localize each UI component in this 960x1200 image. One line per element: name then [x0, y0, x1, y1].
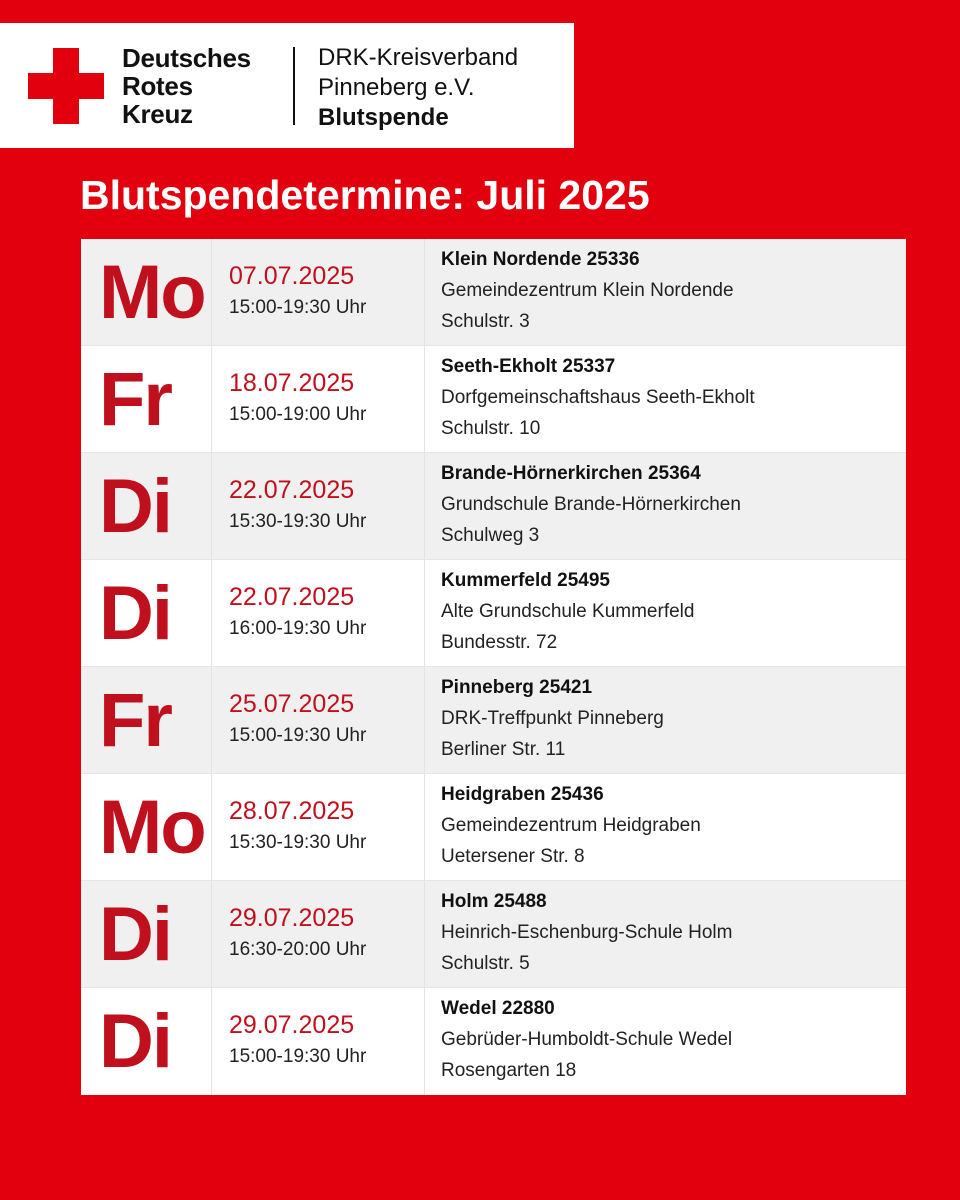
location-street: Uetersener Str. 8 — [441, 846, 585, 867]
location-cell — [425, 667, 906, 773]
logo-divider — [293, 47, 295, 125]
location-street: Berliner Str. 11 — [441, 739, 566, 760]
location-name: Wedel 22880 — [441, 998, 555, 1019]
location-venue: Alte Grundschule Kummerfeld — [441, 601, 695, 622]
day-cell — [81, 774, 212, 880]
date-cell — [212, 988, 425, 1095]
chapter-name — [318, 43, 518, 133]
weekday: Mo — [99, 785, 205, 870]
location-cell — [425, 346, 906, 452]
location-cell — [425, 239, 906, 345]
location-name: Holm 25488 — [441, 891, 547, 912]
appointment-date: 22.07.2025 — [229, 476, 355, 504]
appointment-time: 15:00-19:00 Uhr — [229, 404, 367, 425]
location-name: Klein Nordende 25336 — [441, 249, 640, 270]
weekday: Di — [99, 999, 171, 1084]
appointment-time: 16:30-20:00 Uhr — [229, 939, 367, 960]
appointment-time: 16:00-19:30 Uhr — [229, 618, 367, 639]
location-cell — [425, 453, 906, 559]
appointment-row — [81, 346, 906, 453]
location-street: Schulstr. 3 — [441, 311, 530, 332]
weekday: Fr — [99, 678, 171, 763]
date-cell — [212, 881, 425, 987]
location-cell — [425, 988, 906, 1095]
appointment-row — [81, 667, 906, 774]
location-street: Schulstr. 10 — [441, 418, 541, 439]
weekday: Di — [99, 571, 171, 656]
location-venue: DRK-Treffpunkt Pinneberg — [441, 708, 664, 729]
org-name-line: Deutsches — [122, 43, 251, 73]
appointment-time: 15:00-19:30 Uhr — [229, 297, 367, 318]
weekday: Fr — [99, 357, 171, 442]
appointment-time: 15:00-19:30 Uhr — [229, 1046, 367, 1067]
date-cell — [212, 346, 425, 452]
appointment-row — [81, 988, 906, 1095]
page-title: Blutspendetermine: Juli 2025 — [80, 172, 650, 218]
location-name: Brande-Hörnerkirchen 25364 — [441, 463, 701, 484]
appointment-row — [81, 560, 906, 667]
appointment-date: 29.07.2025 — [229, 904, 355, 932]
appointment-row — [81, 453, 906, 560]
location-cell — [425, 881, 906, 987]
location-street: Rosengarten 18 — [441, 1060, 577, 1081]
appointment-time: 15:00-19:30 Uhr — [229, 725, 367, 746]
day-cell — [81, 988, 212, 1095]
chapter-line: Blutspende — [318, 104, 449, 131]
appointment-date: 25.07.2025 — [229, 690, 355, 718]
date-cell — [212, 774, 425, 880]
appointment-date: 28.07.2025 — [229, 797, 355, 825]
location-street: Schulstr. 5 — [441, 953, 530, 974]
red-cross-icon — [28, 48, 104, 124]
weekday: Di — [99, 892, 171, 977]
chapter-line: DRK-Kreisverband — [318, 44, 519, 71]
date-cell — [212, 560, 425, 666]
appointment-row — [81, 881, 906, 988]
weekday: Mo — [99, 250, 205, 335]
location-venue: Heinrich-Eschenburg-Schule Holm — [441, 922, 733, 943]
date-cell — [212, 453, 425, 559]
appointment-date: 29.07.2025 — [229, 1011, 355, 1039]
appointment-row — [81, 774, 906, 881]
location-name: Seeth-Ekholt 25337 — [441, 356, 616, 377]
org-name-line: Rotes — [122, 71, 193, 101]
location-venue: Dorfgemeinschaftshaus Seeth-Ekholt — [441, 387, 755, 408]
logo-header — [0, 23, 574, 148]
appointment-date: 07.07.2025 — [229, 262, 355, 290]
date-cell — [212, 667, 425, 773]
location-cell — [425, 774, 906, 880]
day-cell — [81, 667, 212, 773]
appointments-table — [81, 239, 906, 1094]
appointment-row — [81, 239, 906, 346]
day-cell — [81, 346, 212, 452]
location-name: Heidgraben 25436 — [441, 784, 604, 805]
day-cell — [81, 239, 212, 345]
location-venue: Gemeindezentrum Heidgraben — [441, 815, 701, 836]
day-cell — [81, 881, 212, 987]
location-venue: Gemeindezentrum Klein Nordende — [441, 280, 734, 301]
organization-name — [122, 44, 251, 128]
appointment-date: 18.07.2025 — [229, 369, 355, 397]
org-name-line: Kreuz — [122, 99, 193, 129]
day-cell — [81, 453, 212, 559]
day-cell — [81, 560, 212, 666]
appointment-time: 15:30-19:30 Uhr — [229, 832, 367, 853]
chapter-line: Pinneberg e.V. — [318, 74, 475, 101]
location-street: Bundesstr. 72 — [441, 632, 558, 653]
location-venue: Gebrüder-Humboldt-Schule Wedel — [441, 1029, 733, 1050]
location-cell — [425, 560, 906, 666]
location-venue: Grundschule Brande-Hörnerkirchen — [441, 494, 741, 515]
weekday: Di — [99, 464, 171, 549]
appointment-time: 15:30-19:30 Uhr — [229, 511, 367, 532]
location-street: Schulweg 3 — [441, 525, 540, 546]
date-cell — [212, 239, 425, 345]
appointment-date: 22.07.2025 — [229, 583, 355, 611]
location-name: Pinneberg 25421 — [441, 677, 593, 698]
location-name: Kummerfeld 25495 — [441, 570, 610, 591]
